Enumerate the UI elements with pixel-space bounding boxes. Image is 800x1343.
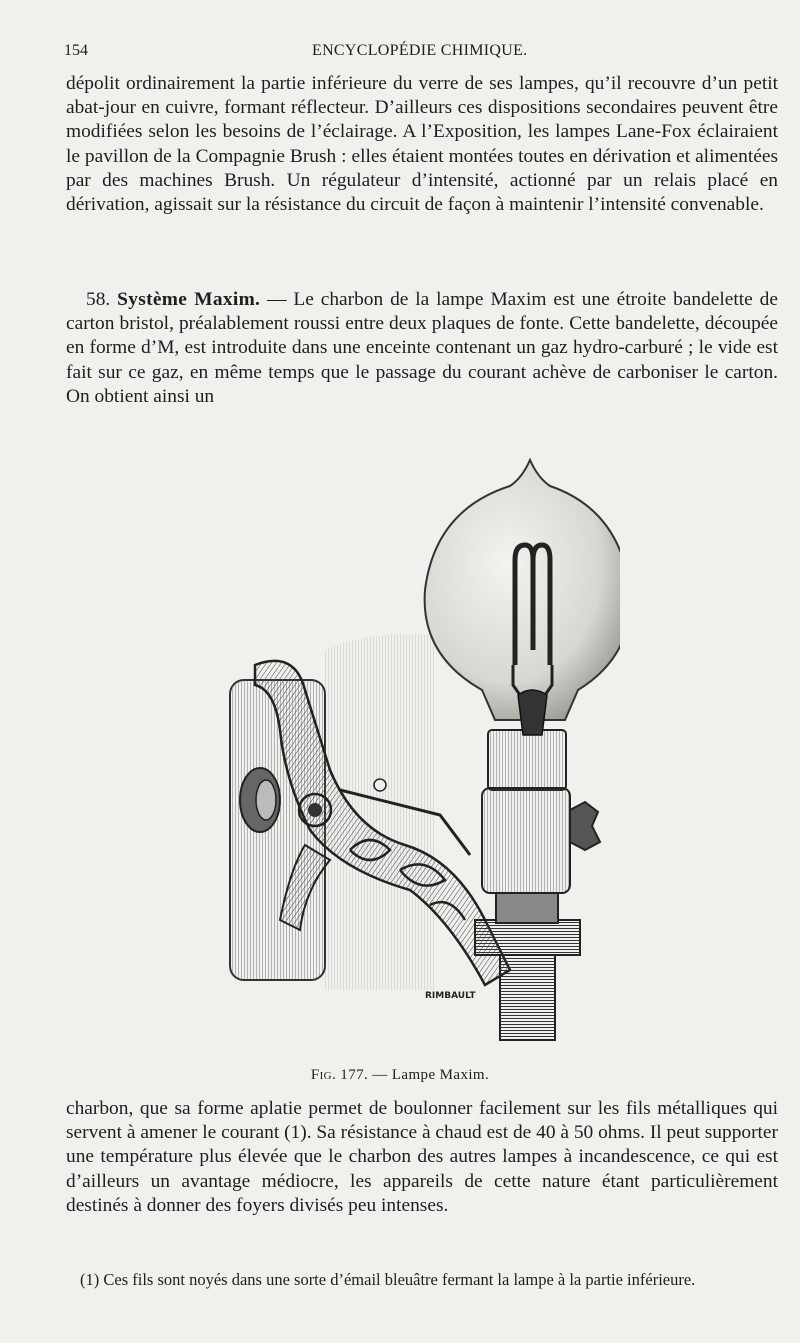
section-title: Système Maxim. [117, 289, 261, 310]
section-58-continued [66, 1097, 778, 1218]
figure-caption-label: Fig. 177. [310, 1067, 369, 1083]
paragraph-lane-fox [66, 72, 778, 217]
engraver-signature: RIMBAULT [425, 991, 476, 1001]
section-number: 58. [86, 289, 111, 310]
paragraph-text: dépolit ordinairement la partie inférieure du verre de ses lampes, qu’il recouvre d’un petit abat-jour en cuivre, formant réflecteur. D’ailleurs ces dispositions secondaires peuvent être modifiées selon les besoins de l’éclairage. A l’Exposition, les lampes Lane-Fox éclairaient le pavillon de la Compagnie Brush : elles étaient montées toutes en dérivation et alimentées par des machines Brush. Un régulateur d’intensité, actionné par un relais placé en dérivation, agissait sur la résistance du circuit de façon à maintenir l’intensité convenable. [66, 73, 778, 216]
lamp-holder [482, 730, 570, 923]
figure-caption [0, 1067, 800, 1084]
running-title: ENCYCLOPÉDIE CHIMIQUE. [312, 42, 528, 59]
section-text-after: charbon, que sa forme aplatie permet de boulonner facilement sur les fils métalliques qui servent à amener le courant (1). Sa résistance à chaud est de 40 à 50 ohms. Il peut supporter une température plus élevée que le charbon des autres lampes à incandescence, ce qui est d’ailleurs un avantage médiocre, les appareils de cette nature étant particulièrement destinés à donner des foyers divisés peu intenses. [66, 1098, 778, 1216]
key-knob [570, 802, 600, 850]
section-text-before: — Le charbon de la lampe Maxim est une étroite bandelette de carton bristol, préalablement roussi entre deux plaques de fonte. Cette bandelette, découpée en forme d’M, est introduite dans une enceinte contenant un gaz hydro-carburé ; le vide est fait sur ce gaz, en même temps que le passage du courant achève de carboniser le carton. On obtient ainsi un [66, 289, 778, 407]
figure-caption-text: — Lampe Maxim. [368, 1067, 490, 1083]
page-number: 154 [64, 42, 88, 59]
maxim-lamp-engraving [220, 450, 620, 1050]
light-bulb [425, 460, 620, 735]
page-header [64, 38, 754, 64]
footnote: (1) Ces fils sont noyés dans une sorte d’émail bleuâtre fermant la lampe à la partie inférieure. [80, 1270, 696, 1289]
section-58-intro [66, 288, 778, 409]
